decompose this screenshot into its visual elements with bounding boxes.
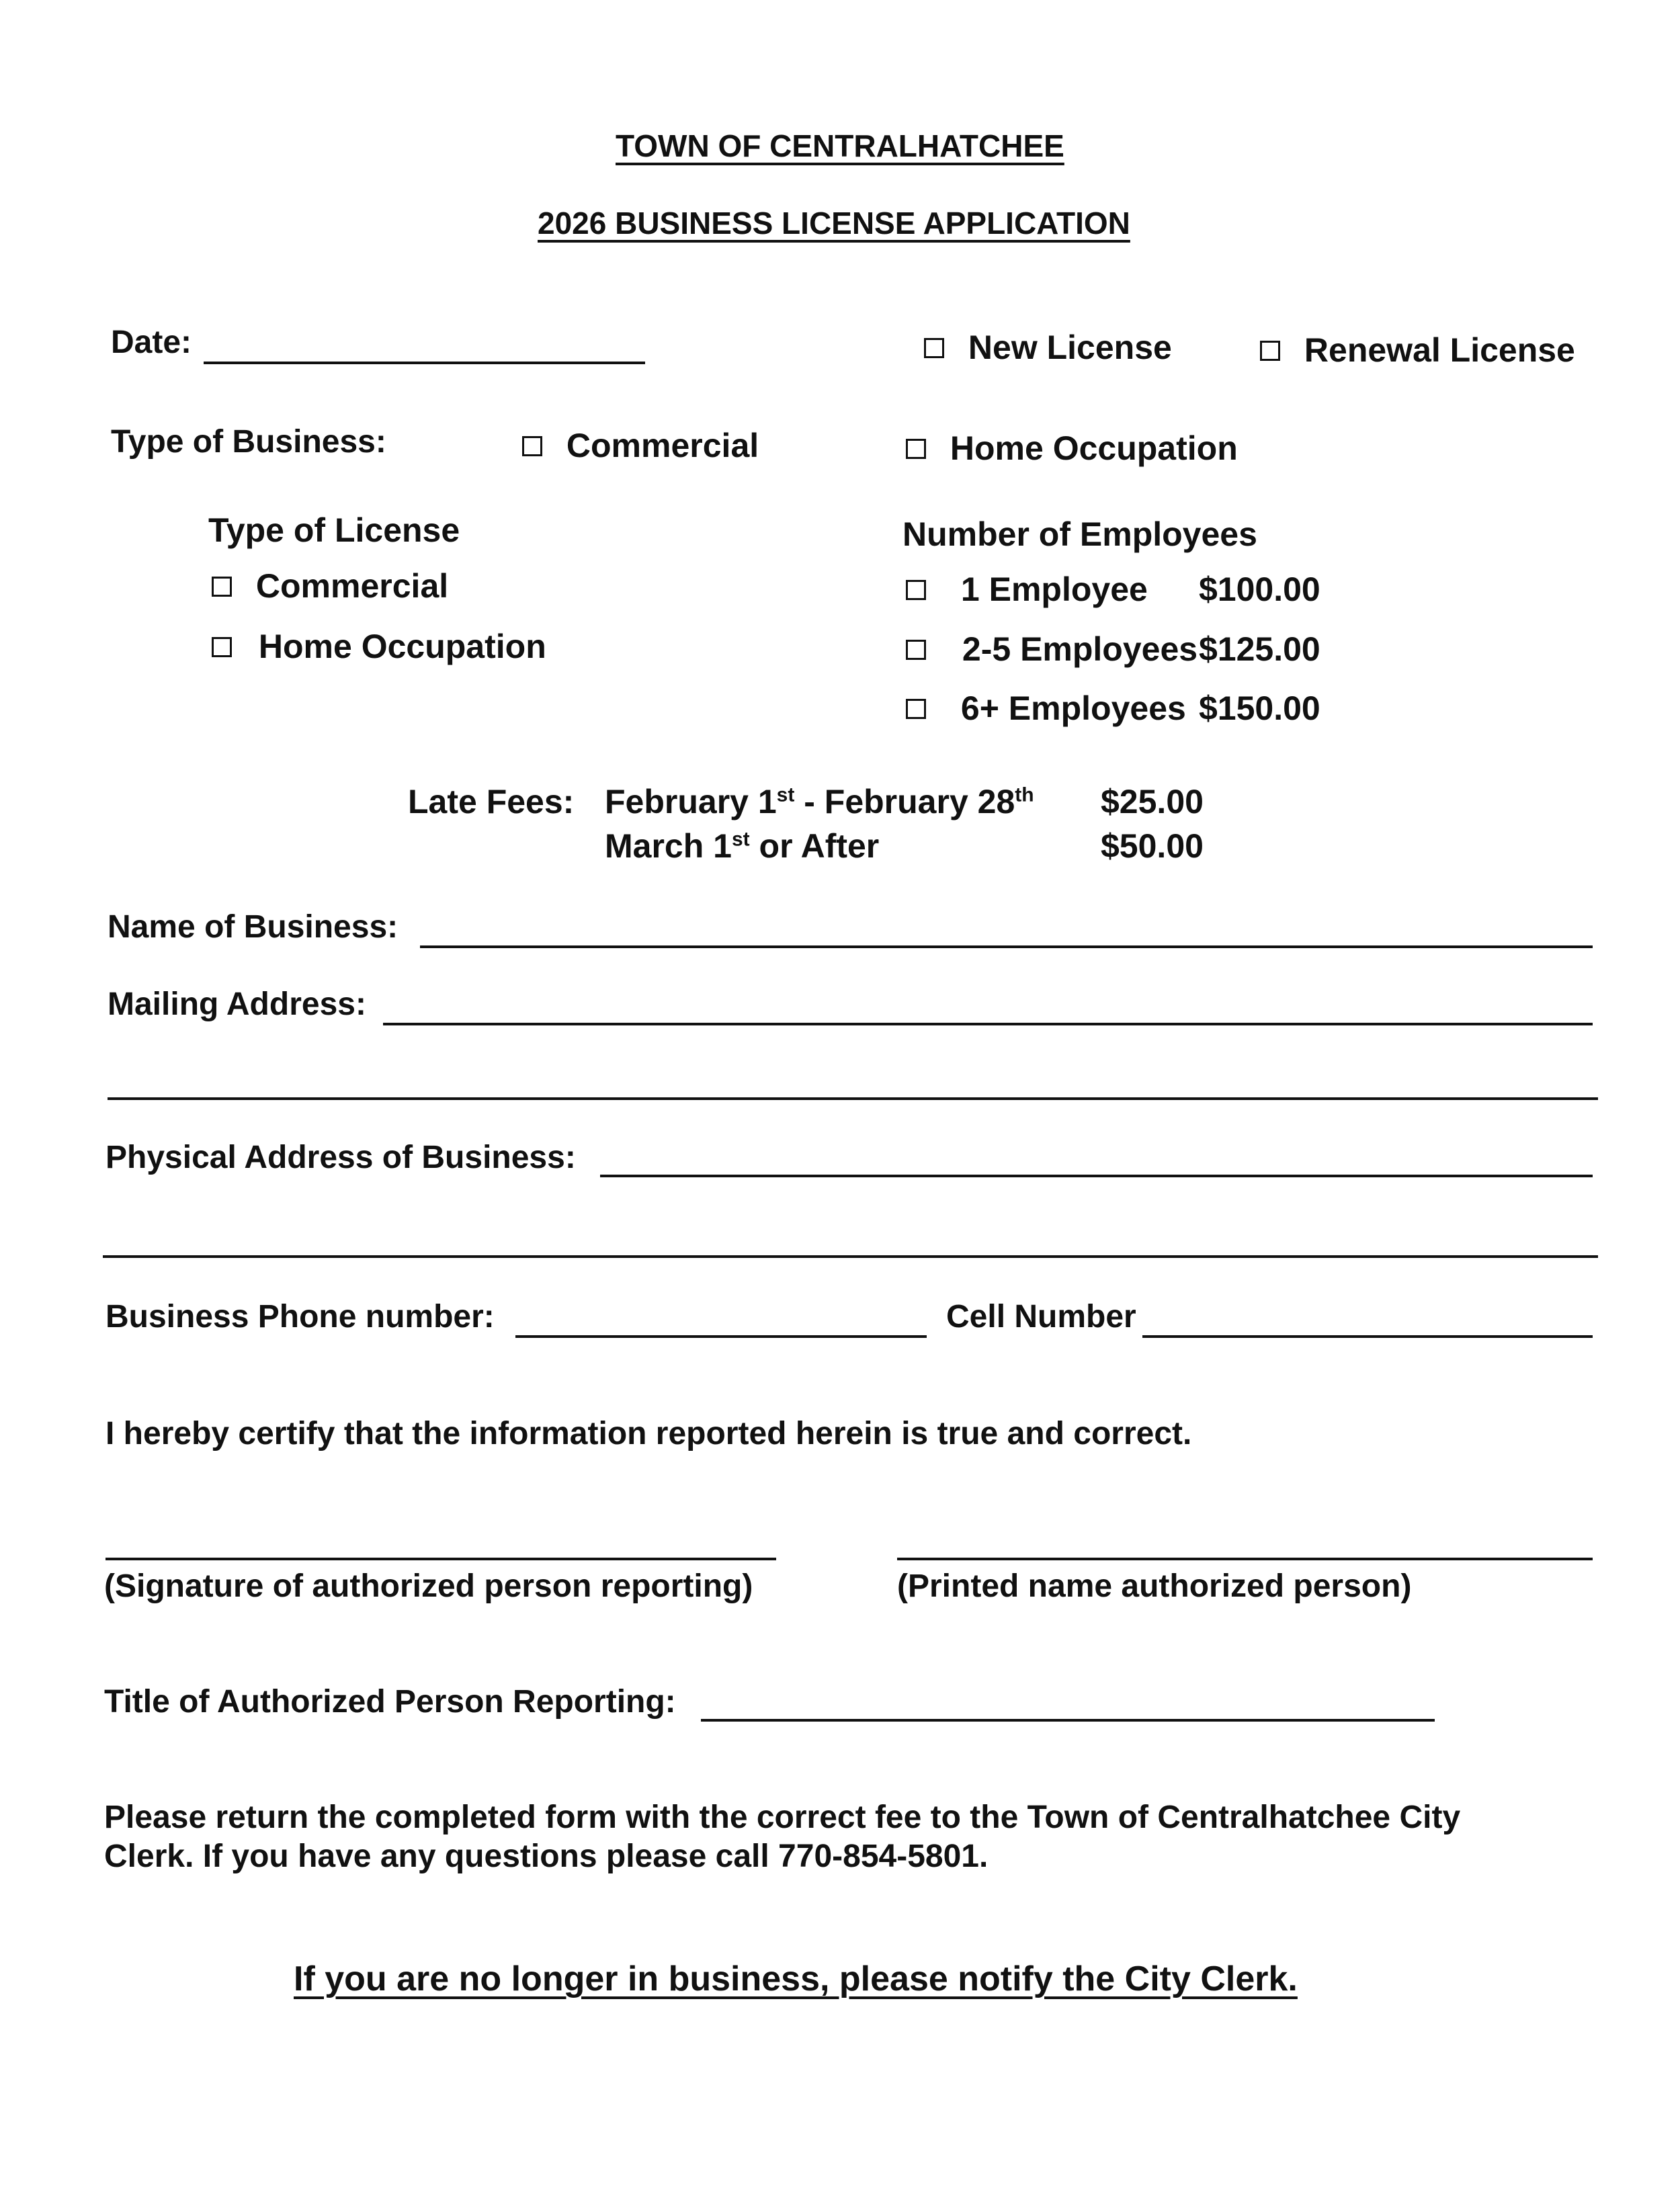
cell-number-label: Cell Number [946, 1299, 1136, 1335]
option-label: 1 Employee [960, 571, 1148, 608]
fee-value: $150.00 [1199, 689, 1320, 727]
business-phone-field[interactable] [515, 1335, 927, 1338]
late-fee-amount-1: $25.00 [1101, 783, 1204, 820]
employees-1-option[interactable] [906, 570, 1148, 609]
license-commercial-option[interactable] [212, 566, 448, 605]
option-label: Commercial [566, 427, 759, 464]
option-label: 6+ Employees [960, 689, 1186, 727]
checkbox[interactable] [522, 436, 542, 456]
employees-2-5-option[interactable] [906, 630, 1198, 669]
town-title: TOWN OF CENTRALHATCHEE [616, 128, 1064, 163]
late-fee-period-1: February 1st - February 28th [605, 783, 1034, 820]
cell-number-field[interactable] [1142, 1335, 1593, 1338]
checkbox[interactable] [1260, 341, 1280, 361]
business-commercial-option[interactable] [522, 426, 759, 465]
name-of-business-label: Name of Business: [108, 909, 398, 945]
option-label: Commercial [255, 567, 449, 605]
option-label: Home Occupation [950, 429, 1238, 467]
printed-name-field[interactable] [897, 1558, 1593, 1560]
physical-address-field-line-2[interactable] [103, 1255, 1598, 1258]
checkbox[interactable] [212, 577, 232, 597]
checkbox[interactable] [924, 338, 944, 358]
instructions-line-2: Clerk. If you have any questions please call 770-854-5801. [104, 1839, 989, 1874]
mailing-address-field[interactable] [383, 1023, 1593, 1025]
fee-value: $100.00 [1199, 571, 1320, 608]
title-of-authorized-person-label: Title of Authorized Person Reporting: [104, 1684, 676, 1720]
signature-field[interactable] [106, 1558, 776, 1560]
date-label: Date: [111, 325, 192, 360]
instructions-line-1: Please return the completed form with the correct fee to the Town of Centralhatchee City [104, 1800, 1461, 1835]
signature-caption: (Signature of authorized person reporting) [104, 1568, 753, 1604]
business-home-occupation-option[interactable] [906, 429, 1238, 468]
checkbox[interactable] [906, 580, 926, 600]
printed-name-caption: (Printed name authorized person) [897, 1568, 1412, 1604]
checkbox[interactable] [212, 637, 232, 657]
option-label: Home Occupation [258, 628, 546, 665]
form-title: 2026 BUSINESS LICENSE APPLICATION [538, 206, 1130, 241]
physical-address-field[interactable] [600, 1175, 1593, 1177]
license-home-occupation-option[interactable] [212, 627, 546, 666]
late-fee-amount-2: $50.00 [1101, 827, 1204, 865]
mailing-address-label: Mailing Address: [108, 986, 366, 1022]
checkbox[interactable] [906, 699, 926, 719]
new-license-option[interactable] [924, 328, 1172, 367]
employees-6-plus-option[interactable] [906, 689, 1186, 728]
type-of-license-heading: Type of License [208, 511, 460, 549]
mailing-address-field-line-2[interactable] [108, 1097, 1598, 1100]
late-fees-label: Late Fees: [408, 783, 575, 820]
renewal-license-option[interactable] [1260, 331, 1575, 370]
business-phone-label: Business Phone number: [106, 1299, 495, 1335]
fee-value: $125.00 [1199, 630, 1320, 668]
physical-address-label: Physical Address of Business: [106, 1140, 576, 1175]
number-of-employees-heading: Number of Employees [902, 515, 1257, 553]
date-field[interactable] [204, 362, 645, 364]
new-license-label: New License [968, 329, 1172, 366]
late-fee-period-2: March 1st or After [605, 827, 880, 865]
title-field[interactable] [701, 1719, 1435, 1722]
certification-statement: I hereby certify that the information reported herein is true and correct. [106, 1416, 1192, 1451]
checkbox[interactable] [906, 439, 926, 459]
renewal-license-label: Renewal License [1304, 331, 1575, 369]
name-of-business-field[interactable] [420, 945, 1593, 948]
option-label: 2-5 Employees [962, 630, 1198, 668]
checkbox[interactable] [906, 640, 926, 660]
type-of-business-label: Type of Business: [111, 424, 386, 460]
closing-business-notice: If you are no longer in business, please notify the City Clerk. [294, 1959, 1298, 1998]
